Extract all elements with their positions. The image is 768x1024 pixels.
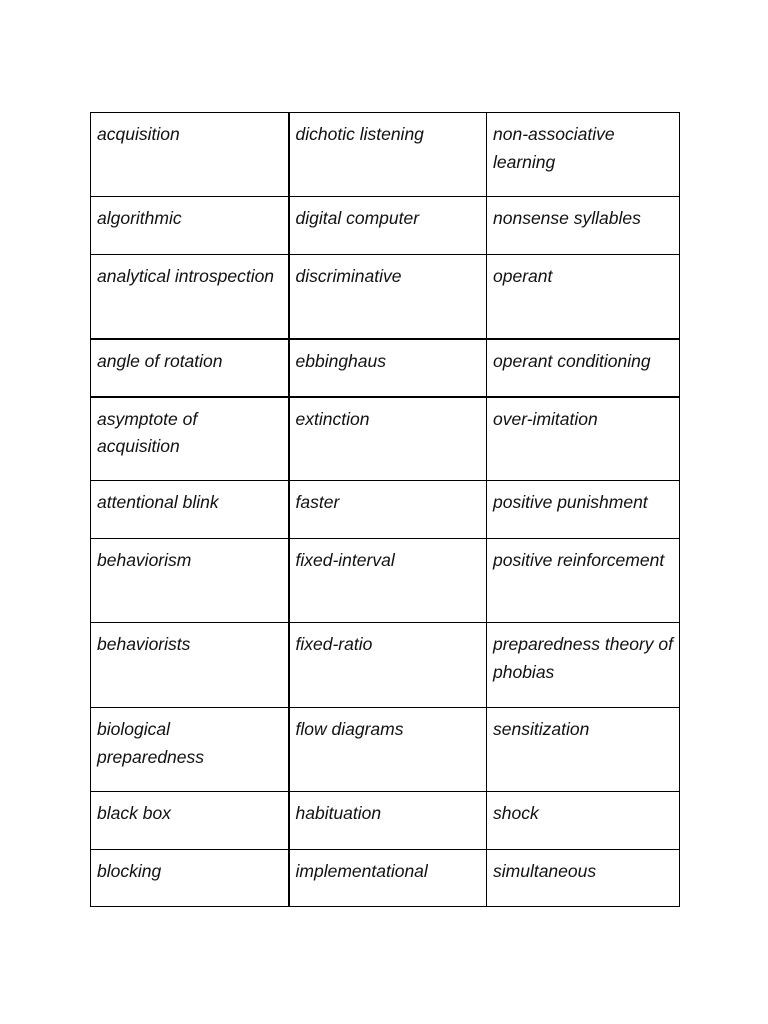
table-cell: black box [91, 792, 289, 850]
table-row [91, 850, 680, 907]
table-cell: extinction [289, 397, 487, 481]
table-row [91, 255, 680, 339]
table-row [91, 623, 680, 708]
table-cell: non-associative learning [487, 113, 680, 197]
table-cell: nonsense syllables [487, 197, 680, 255]
table-cell: blocking [91, 850, 289, 907]
table-row [91, 397, 680, 481]
table-cell: over-imitation [487, 397, 680, 481]
table-cell: asymptote of acquisition [91, 397, 289, 481]
table-row [91, 481, 680, 539]
table-cell: simultaneous [487, 850, 680, 907]
table-cell: discriminative [289, 255, 487, 339]
table-row [91, 197, 680, 255]
table-cell: sensitization [487, 708, 680, 792]
table-cell: positive punishment [487, 481, 680, 539]
table-cell: behaviorism [91, 539, 289, 623]
table-cell: implementational [289, 850, 487, 907]
table-row [91, 792, 680, 850]
table-cell: faster [289, 481, 487, 539]
table-cell: analytical introspection [91, 255, 289, 339]
table-cell: digital computer [289, 197, 487, 255]
table-cell: behaviorists [91, 623, 289, 708]
table-row [91, 708, 680, 792]
table-cell: flow diagrams [289, 708, 487, 792]
table-cell: ebbinghaus [289, 339, 487, 397]
table-cell: preparedness theory of phobias [487, 623, 680, 708]
table-row [91, 539, 680, 623]
table-cell: habituation [289, 792, 487, 850]
table-row [91, 339, 680, 397]
table-cell: attentional blink [91, 481, 289, 539]
table-cell: positive reinforcement [487, 539, 680, 623]
table-cell: operant conditioning [487, 339, 680, 397]
terms-table [90, 112, 680, 907]
table-cell: algorithmic [91, 197, 289, 255]
table-cell: angle of rotation [91, 339, 289, 397]
table-cell: dichotic listening [289, 113, 487, 197]
table-cell: biological preparedness [91, 708, 289, 792]
table-row [91, 113, 680, 197]
table-cell: shock [487, 792, 680, 850]
table-cell: acquisition [91, 113, 289, 197]
table-cell: fixed-ratio [289, 623, 487, 708]
table-cell: fixed-interval [289, 539, 487, 623]
table-cell: operant [487, 255, 680, 339]
